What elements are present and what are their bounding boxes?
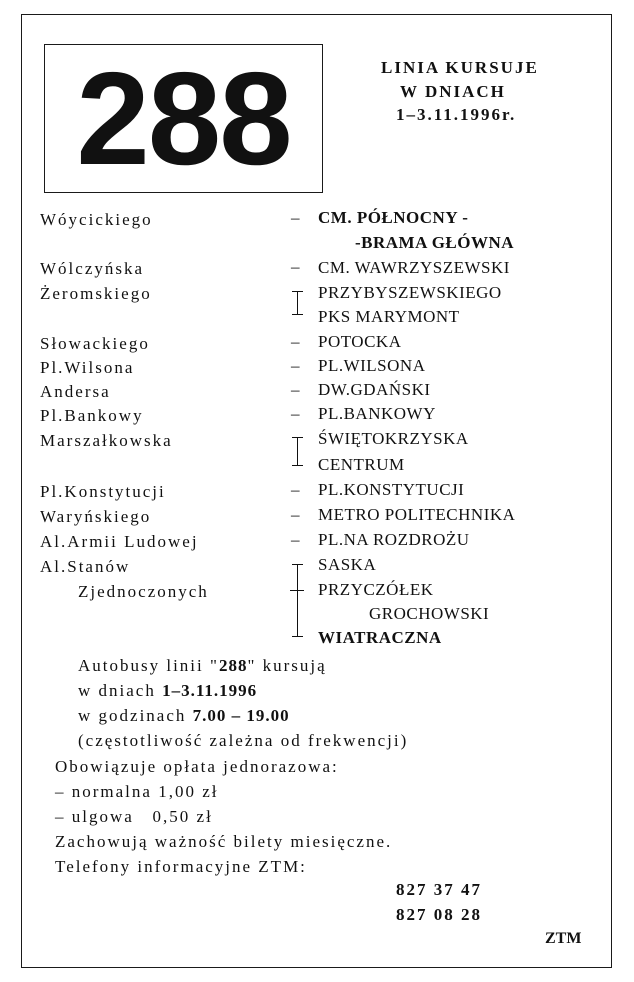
route-number-box bbox=[44, 44, 323, 193]
street-name: Al.Armii Ludowej bbox=[40, 532, 199, 551]
route-bracket bbox=[297, 291, 298, 315]
stop-name: PL.KONSTYTUCJI bbox=[318, 480, 465, 499]
fare-reduced: – ulgowa 0,50 zł bbox=[55, 807, 213, 826]
info-line-8: Zachowują ważność bilety miesięczne. bbox=[55, 832, 393, 851]
stop-name: WIATRACZNA bbox=[318, 628, 442, 647]
route-bracket bbox=[297, 437, 298, 466]
info-line-5: Obowiązuje opłata jednorazowa: bbox=[55, 757, 339, 776]
phone-number: 827 08 28 bbox=[396, 905, 482, 924]
phone-number: 827 37 47 bbox=[396, 880, 482, 899]
route-dash: – bbox=[291, 480, 300, 499]
street-name: Andersa bbox=[40, 382, 111, 401]
route-number: 288 bbox=[76, 45, 291, 192]
stop-name: ŚWIĘTOKRZYSKA bbox=[318, 429, 469, 448]
info-dates: 1–3.11.1996 bbox=[162, 681, 258, 700]
stop-name: CENTRUM bbox=[318, 455, 405, 474]
info-hours: 7.00 – 19.00 bbox=[192, 706, 290, 725]
stop-name: CM. WAWRZYSZEWSKI bbox=[318, 258, 510, 277]
stop-name: SASKA bbox=[318, 555, 377, 574]
stop-name: CM. PÓŁNOCNY - bbox=[318, 208, 469, 227]
stop-name: PL.BANKOWY bbox=[318, 404, 436, 423]
route-dash: – bbox=[291, 208, 300, 227]
stop-name: -BRAMA GŁÓWNA bbox=[355, 233, 515, 252]
info-line-4: (częstotliwość zależna od frekwencji) bbox=[78, 731, 409, 750]
info-line-2: w dniach 1–3.11.1996 bbox=[78, 681, 258, 700]
street-name: Marszałkowska bbox=[40, 431, 173, 450]
fare-normal: – normalna 1,00 zł bbox=[55, 782, 219, 801]
street-name: Żeromskiego bbox=[40, 284, 152, 303]
header-line-2: W DNIACH bbox=[400, 82, 506, 101]
street-name-continued: Zjednoczonych bbox=[78, 582, 209, 601]
street-name: Pl.Wilsona bbox=[40, 358, 135, 377]
info-route-number: 288 bbox=[218, 656, 248, 675]
signature: ZTM bbox=[545, 930, 582, 947]
route-dash: – bbox=[291, 530, 300, 549]
route-dash: – bbox=[291, 505, 300, 524]
route-bracket-tick bbox=[290, 590, 304, 591]
info-line-9: Telefony informacyjne ZTM: bbox=[55, 857, 307, 876]
street-name: Wóycickiego bbox=[40, 210, 153, 229]
stop-name: PL.WILSONA bbox=[318, 356, 426, 375]
street-name: Al.Stanów bbox=[40, 557, 131, 576]
street-name: Wólczyńska bbox=[40, 259, 145, 278]
stop-name: POTOCKA bbox=[318, 332, 402, 351]
route-dash: – bbox=[291, 380, 300, 399]
street-name: Pl.Konstytucji bbox=[40, 482, 166, 501]
info-line-1: Autobusy linii "288" kursują bbox=[78, 656, 327, 675]
stop-name: PL.NA ROZDROŻU bbox=[318, 530, 470, 549]
route-dash: – bbox=[291, 332, 300, 351]
stop-name: PRZYCZÓŁEK bbox=[318, 580, 434, 599]
route-dash: – bbox=[291, 257, 300, 276]
street-name: Pl.Bankowy bbox=[40, 406, 144, 425]
stop-name: PKS MARYMONT bbox=[318, 307, 460, 326]
info-line-3: w godzinach 7.00 – 19.00 bbox=[78, 706, 290, 725]
stop-name: METRO POLITECHNIKA bbox=[318, 505, 516, 524]
stop-name: GROCHOWSKI bbox=[369, 604, 490, 623]
stop-name: PRZYBYSZEWSKIEGO bbox=[318, 283, 502, 302]
street-name: Słowackiego bbox=[40, 334, 150, 353]
header-line-1: LINIA KURSUJE bbox=[381, 58, 539, 77]
route-dash: – bbox=[291, 404, 300, 423]
route-bracket bbox=[297, 564, 298, 637]
street-name: Waryńskiego bbox=[40, 507, 152, 526]
header-line-3: 1–3.11.1996r. bbox=[396, 105, 517, 124]
route-dash: – bbox=[291, 356, 300, 375]
stop-name: DW.GDAŃSKI bbox=[318, 380, 431, 399]
